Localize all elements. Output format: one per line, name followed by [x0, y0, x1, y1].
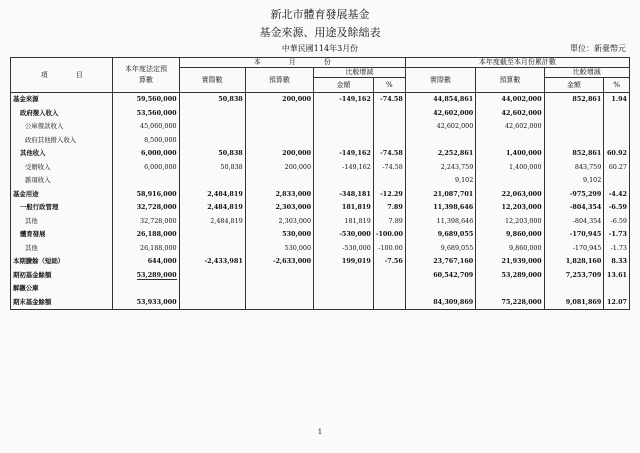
cell-m-actual: 50,838 [179, 93, 245, 107]
cell-m-pct: -7.56 [373, 255, 405, 269]
cell-m-pct: -74.58 [373, 161, 405, 175]
cell-y-budget: 1,400,000 [476, 147, 544, 161]
row-item-label: 雜項收入 [11, 174, 113, 188]
cell-m-pct: -100.00 [373, 228, 405, 242]
cell-budget-annual: 32,728,000 [113, 215, 179, 229]
cell-y-diff: 9,081,869 [544, 296, 604, 310]
cell-m-pct [373, 134, 405, 148]
cell-m-diff [314, 134, 374, 148]
cell-y-actual: 9,689,055 [405, 242, 475, 256]
header-ytd-percent: % [604, 78, 630, 93]
cell-m-actual: -2,433,981 [179, 255, 245, 269]
cell-y-pct [604, 282, 630, 296]
cell-budget-annual [113, 282, 179, 296]
cell-y-budget: 75,228,000 [476, 296, 544, 310]
table-row [11, 228, 630, 242]
table-row [11, 269, 630, 283]
cell-y-budget: 9,860,000 [476, 242, 544, 256]
row-item-label: 其他收入 [11, 147, 113, 161]
cell-y-diff: -170,945 [544, 228, 604, 242]
cell-m-pct [373, 120, 405, 134]
cell-m-diff: 199,019 [314, 255, 374, 269]
page-number: 1 [317, 428, 323, 436]
cell-budget-annual [113, 269, 179, 283]
cell-y-pct [604, 107, 630, 121]
row-item-label: 其他 [11, 242, 113, 256]
cell-budget-annual: 26,188,000 [113, 228, 179, 242]
header-ytd-amount: 金額 [544, 78, 604, 93]
cell-y-diff: -170,945 [544, 242, 604, 256]
cell-y-actual: 42,602,000 [405, 107, 475, 121]
cell-m-actual: 2,484,819 [179, 188, 245, 202]
row-item-label: 期初基金餘額 [11, 269, 113, 283]
cell-y-pct [604, 134, 630, 148]
header-month-percent: % [373, 78, 405, 93]
cell-m-pct: 7.89 [373, 215, 405, 229]
table-row [11, 161, 630, 175]
table-row [11, 296, 630, 310]
cell-m-diff: -149,162 [314, 93, 374, 107]
cell-y-budget: 1,400,000 [476, 161, 544, 175]
cell-budget-annual: 8,500,000 [113, 134, 179, 148]
cell-y-actual: 23,767,160 [405, 255, 475, 269]
row-item-label: 本期賸餘（短絀） [11, 255, 113, 269]
cell-budget-annual: 58,916,000 [113, 188, 179, 202]
cell-y-pct: -1.73 [604, 242, 630, 256]
cell-m-diff [314, 107, 374, 121]
table-row [11, 147, 630, 161]
header-month-group: 本 月 份 [179, 58, 405, 68]
row-item-label: 公庫撥款收入 [11, 120, 113, 134]
cell-m-diff [314, 296, 374, 310]
fund-name: 新北市體育發展基金 [270, 8, 370, 21]
cell-y-diff: 852,861 [544, 147, 604, 161]
cell-y-actual: 2,252,861 [405, 147, 475, 161]
cell-m-actual: 50,838 [179, 161, 245, 175]
cell-y-diff: 1,828,160 [544, 255, 604, 269]
cell-m-budget: 530,000 [245, 242, 313, 256]
cell-y-actual: 9,102 [405, 174, 475, 188]
table-row [11, 242, 630, 256]
cell-m-actual [179, 120, 245, 134]
cell-budget-annual: 644,000 [113, 255, 179, 269]
cell-m-budget: 200,000 [245, 147, 313, 161]
cell-y-pct: 13.61 [604, 269, 630, 283]
cell-y-budget: 53,289,000 [476, 269, 544, 283]
row-item-label: 期末基金餘額 [11, 296, 113, 310]
cell-y-pct: 60.27 [604, 161, 630, 175]
cell-budget-annual [113, 174, 179, 188]
cell-m-actual [179, 107, 245, 121]
row-item-label: 體育發展 [11, 228, 113, 242]
statement-body [11, 93, 630, 310]
row-item-label: 受贈收入 [11, 161, 113, 175]
currency-unit: 單位：新臺幣元 [570, 44, 626, 53]
cell-y-diff: 852,861 [544, 93, 604, 107]
cell-y-actual: 11,398,646 [405, 215, 475, 229]
cell-m-actual [179, 296, 245, 310]
cell-y-budget: 22,063,000 [476, 188, 544, 202]
cell-y-budget [476, 134, 544, 148]
header-ytd-group: 本年度截至本月份累計數 [405, 58, 629, 68]
cell-budget-annual: 26,188,000 [113, 242, 179, 256]
cell-m-pct: 7.89 [373, 201, 405, 215]
cell-y-diff [544, 134, 604, 148]
cell-m-actual [179, 242, 245, 256]
table-row [11, 282, 630, 296]
cell-y-diff: -975,299 [544, 188, 604, 202]
cell-y-budget: 42,602,000 [476, 120, 544, 134]
table-row [11, 215, 630, 229]
cell-budget-annual: 53,560,000 [113, 107, 179, 121]
cell-y-pct: 60.92 [604, 147, 630, 161]
cell-y-actual: 44,854,861 [405, 93, 475, 107]
cell-m-diff [314, 269, 374, 283]
table-row [11, 201, 630, 215]
cell-y-budget: 42,602,000 [476, 107, 544, 121]
header-annual-budget: 本年度法定預算數 [113, 58, 179, 93]
cell-y-pct [604, 174, 630, 188]
cell-m-budget: 2,833,000 [245, 188, 313, 202]
cell-y-actual [405, 134, 475, 148]
cell-m-diff: 181,819 [314, 215, 374, 229]
cell-m-budget: 2,303,000 [245, 201, 313, 215]
cell-y-actual: 84,309,869 [405, 296, 475, 310]
cell-y-diff: 7,253,709 [544, 269, 604, 283]
cell-m-budget [245, 107, 313, 121]
statement-table [10, 57, 630, 310]
cell-m-diff: -149,162 [314, 161, 374, 175]
row-item-label: 一般行政管理 [11, 201, 113, 215]
cell-m-budget [245, 120, 313, 134]
cell-m-diff [314, 282, 374, 296]
cell-y-pct: 8.33 [604, 255, 630, 269]
table-row [11, 188, 630, 202]
cell-m-actual [179, 282, 245, 296]
table-row [11, 120, 630, 134]
cell-y-actual [405, 282, 475, 296]
cell-y-actual: 2,243,759 [405, 161, 475, 175]
cell-budget-annual: 45,060,000 [113, 120, 179, 134]
cell-m-diff: 181,819 [314, 201, 374, 215]
cell-y-pct [604, 120, 630, 134]
cell-y-budget: 21,939,000 [476, 255, 544, 269]
cell-m-budget: 200,000 [245, 161, 313, 175]
cell-y-actual: 60,542,709 [405, 269, 475, 283]
cell-m-budget: 2,303,000 [245, 215, 313, 229]
cell-y-pct: 12.07 [604, 296, 630, 310]
cell-m-budget [245, 269, 313, 283]
report-period: 中華民國114年3月份 [281, 44, 359, 53]
table-row [11, 93, 630, 107]
cell-m-diff: -530,000 [314, 242, 374, 256]
table-row [11, 107, 630, 121]
row-item-label: 其他 [11, 215, 113, 229]
cell-budget-annual: 6,000,000 [113, 147, 179, 161]
cell-y-budget [476, 282, 544, 296]
cell-m-pct [373, 174, 405, 188]
cell-y-pct: -1.73 [604, 228, 630, 242]
statement-title: 基金來源、用途及餘絀表 [259, 26, 381, 39]
cell-m-pct [373, 269, 405, 283]
cell-m-actual [179, 228, 245, 242]
cell-m-budget [245, 296, 313, 310]
cell-m-pct: -12.29 [373, 188, 405, 202]
cell-y-pct: 1.94 [604, 93, 630, 107]
cell-m-actual: 2,484,819 [179, 201, 245, 215]
cell-budget-annual: 53,933,000 [113, 296, 179, 310]
cell-y-budget: 12,203,000 [476, 215, 544, 229]
cell-y-budget [476, 174, 544, 188]
cell-m-budget: -2,633,000 [245, 255, 313, 269]
cell-y-diff [544, 282, 604, 296]
cell-m-actual: 50,838 [179, 147, 245, 161]
cell-m-diff: -149,162 [314, 147, 374, 161]
cell-m-budget [245, 174, 313, 188]
cell-y-diff: 9,102 [544, 174, 604, 188]
cell-m-pct [373, 282, 405, 296]
cell-m-diff: -530,000 [314, 228, 374, 242]
cell-value: 53,289,000 [136, 270, 177, 279]
cell-y-pct: -6.59 [604, 215, 630, 229]
cell-m-actual: 2,484,819 [179, 215, 245, 229]
header-ytd-compare: 比較增減 [544, 68, 629, 78]
cell-y-budget: 44,002,000 [476, 93, 544, 107]
cell-m-actual [179, 269, 245, 283]
cell-y-pct: -4.42 [604, 188, 630, 202]
cell-y-diff: -804,354 [544, 215, 604, 229]
cell-m-pct [373, 107, 405, 121]
cell-y-budget: 9,860,000 [476, 228, 544, 242]
header-month-budget: 預算數 [245, 68, 313, 93]
cell-y-actual: 21,087,701 [405, 188, 475, 202]
cell-budget-annual: 6,000,000 [113, 161, 179, 175]
cell-m-pct: -74.58 [373, 147, 405, 161]
cell-y-budget: 12,203,000 [476, 201, 544, 215]
table-row [11, 174, 630, 188]
header-month-compare: 比較增減 [314, 68, 406, 78]
cell-y-actual: 9,689,055 [405, 228, 475, 242]
row-item-label: 政府撥入收入 [11, 107, 113, 121]
header-item: 項 目 [11, 58, 113, 93]
table-row [11, 134, 630, 148]
row-item-label: 基金來源 [11, 93, 113, 107]
cell-m-diff [314, 174, 374, 188]
header-ytd-budget: 預算數 [476, 68, 544, 93]
row-item-label: 政府其他撥入收入 [11, 134, 113, 148]
cell-budget-annual: 59,560,000 [113, 93, 179, 107]
cell-m-pct [373, 296, 405, 310]
cell-m-actual [179, 134, 245, 148]
cell-m-pct: -74.58 [373, 93, 405, 107]
cell-m-budget [245, 134, 313, 148]
cell-y-diff [544, 120, 604, 134]
cell-y-actual: 42,602,000 [405, 120, 475, 134]
cell-budget-annual: 32,728,000 [113, 201, 179, 215]
row-item-label: 解繳公庫 [11, 282, 113, 296]
header-month-amount: 金額 [314, 78, 374, 93]
cell-m-diff [314, 120, 374, 134]
cell-y-diff: 843,759 [544, 161, 604, 175]
cell-m-budget: 530,000 [245, 228, 313, 242]
cell-m-diff: -348,181 [314, 188, 374, 202]
row-item-label: 基金用途 [11, 188, 113, 202]
cell-m-actual [179, 174, 245, 188]
cell-y-diff: -804,354 [544, 201, 604, 215]
cell-y-actual: 11,398,646 [405, 201, 475, 215]
table-row [11, 255, 630, 269]
cell-y-diff [544, 107, 604, 121]
header-month-actual: 實際數 [179, 68, 245, 93]
cell-m-budget [245, 282, 313, 296]
cell-m-pct: -100.00 [373, 242, 405, 256]
cell-m-budget: 200,000 [245, 93, 313, 107]
cell-y-pct: -6.59 [604, 201, 630, 215]
header-ytd-actual: 實際數 [405, 68, 475, 93]
